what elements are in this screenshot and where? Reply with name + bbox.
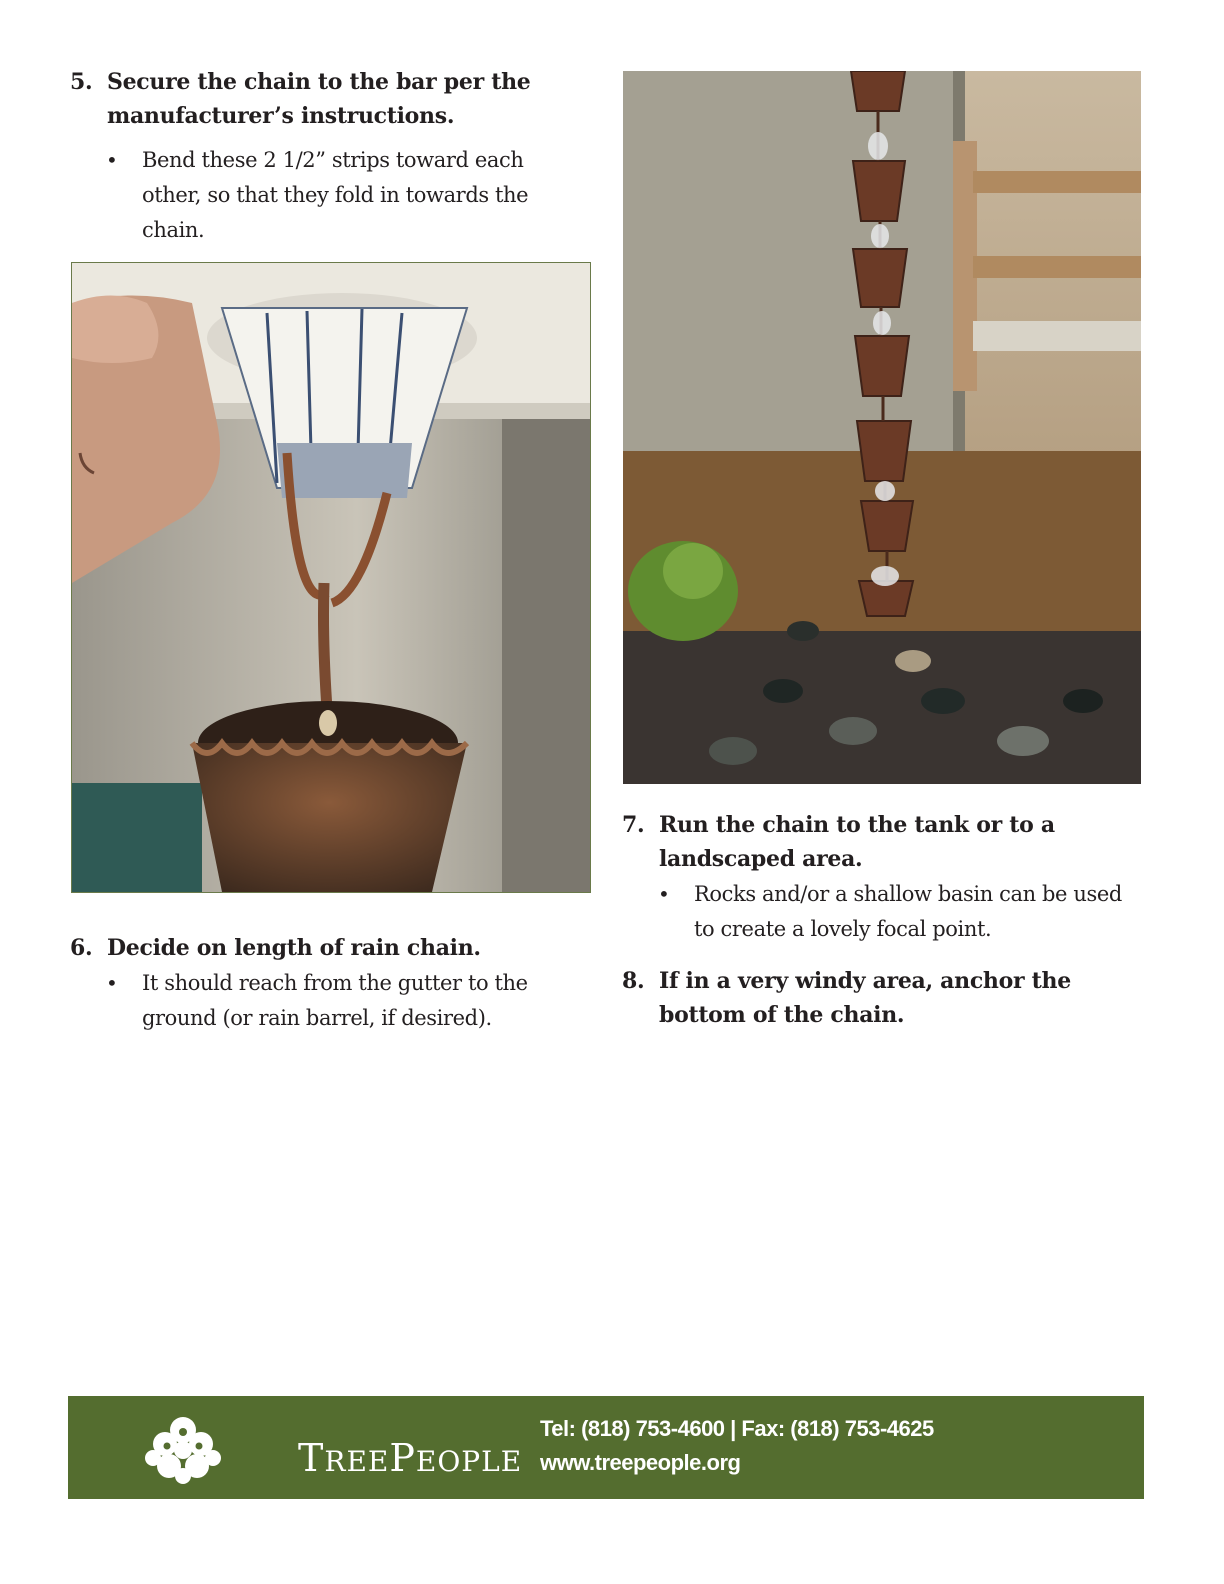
step-7-heading	[622, 808, 1147, 876]
brand-wordmark	[298, 1430, 522, 1490]
step-text: Run the chain to the tank or to a landscaped area.	[659, 812, 1055, 872]
step-text: Secure the chain to the bar per the manufacturer’s instructions.	[107, 69, 531, 129]
bullet-text: It should reach from the gutter to the ground (or rain barrel, if desired).	[142, 971, 528, 1030]
phone-fax-line: Tel: (818) 753-4600 | Fax: (818) 753-4625	[540, 1416, 934, 1441]
step-6-bullet	[106, 966, 566, 1036]
bullet-dot: •	[658, 882, 670, 906]
step-number: 7.	[622, 812, 645, 838]
step-7-bullet	[658, 877, 1143, 947]
step-number: 5.	[70, 69, 93, 95]
rain-chain-landscape-photo	[623, 71, 1141, 784]
step-5-bullet	[106, 143, 566, 248]
brand-cap-p: P	[389, 1436, 416, 1480]
tree-leaf-icon	[143, 1410, 223, 1486]
step-number: 6.	[70, 935, 93, 961]
contact-info	[540, 1412, 934, 1480]
step-8-heading	[622, 964, 1147, 1032]
bullet-dot: •	[106, 971, 118, 995]
bullet-dot: •	[106, 148, 118, 172]
bullet-text: Rocks and/or a shallow basin can be used to create a lovely focal point.	[694, 882, 1122, 941]
brand-cap-t: T	[298, 1436, 325, 1480]
bullet-text: Bend these 2 1/2” strips toward each other, so that they fold in towards the chain.	[142, 148, 529, 242]
step-5-heading	[70, 65, 540, 133]
brand-rest-eople: EOPLE	[415, 1445, 523, 1478]
footer-banner	[68, 1396, 1144, 1499]
step-6-heading	[70, 931, 550, 965]
step-number: 8.	[622, 968, 645, 994]
step-text: Decide on length of rain chain.	[107, 935, 481, 961]
brand-rest-ree: REE	[324, 1445, 390, 1478]
gutter-outlet-photo	[71, 262, 591, 893]
website-link[interactable]: www.treepeople.org	[540, 1450, 741, 1475]
step-text: If in a very windy area, anchor the bottom of the chain.	[659, 968, 1071, 1028]
treepeople-logo[interactable]	[143, 1410, 523, 1486]
